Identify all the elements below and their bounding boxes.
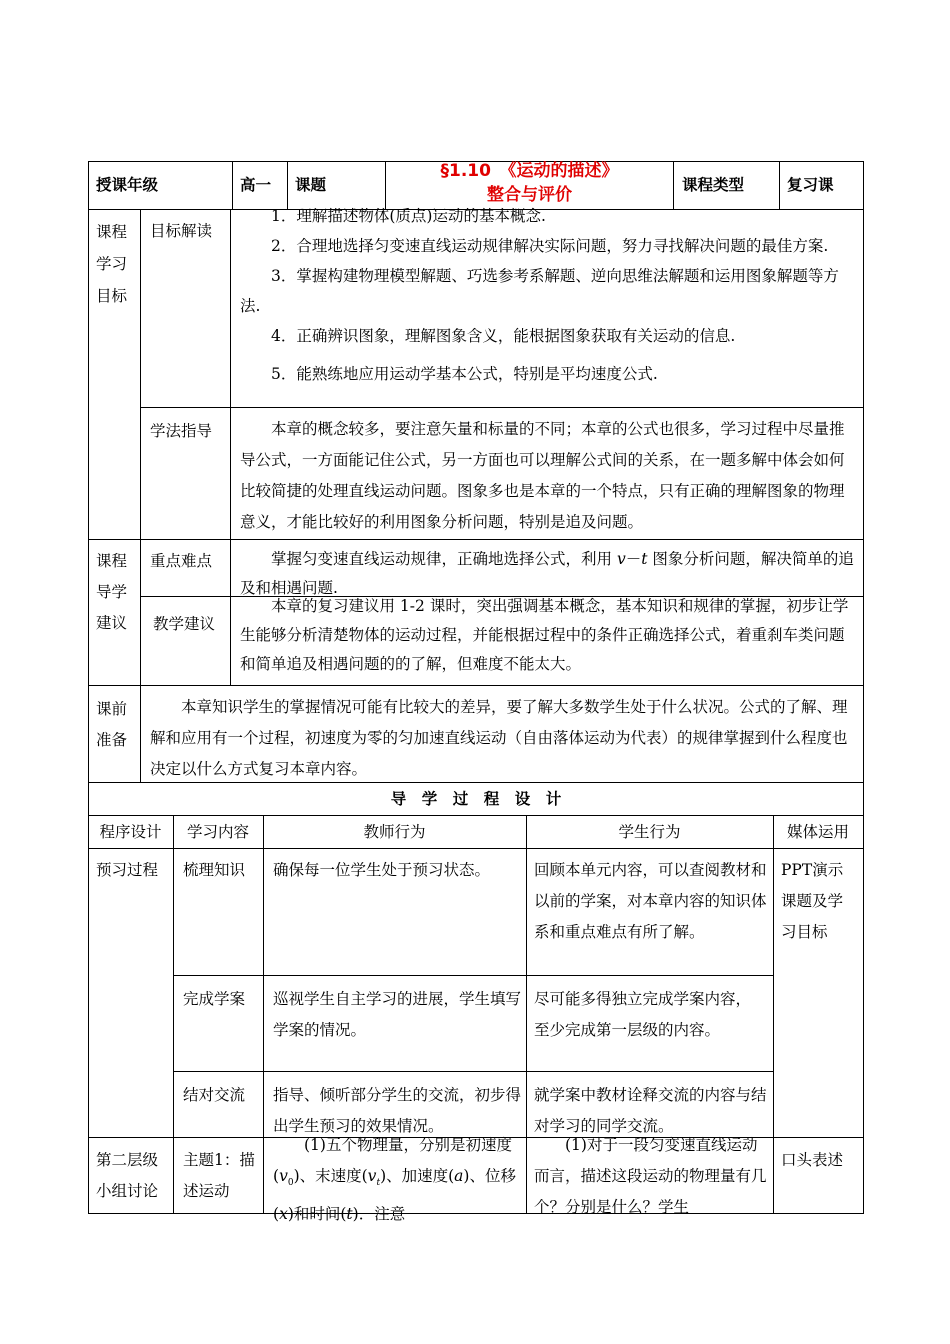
student-cell: 尽可能多得独立完成学案内容，至少完成第一层级的内容。 xyxy=(534,990,752,1039)
table-border-right xyxy=(863,161,864,1214)
stage-label: 第二层级小组讨论 xyxy=(96,1151,159,1200)
objective-item: 3．掌握构建物理模型解题、巧选参考系解题、逆向思维法解题和运用图象解题等方法. xyxy=(240,267,839,315)
objective-item: 1．理解描述物体(质点)运动的基本概念. xyxy=(271,207,546,225)
objective-item: 5．能熟练地应用运动学基本公式，特别是平均速度公式. xyxy=(271,365,658,383)
guidance-section-label: 课程导学建议 xyxy=(96,552,128,632)
content-cell: 主题1：描述运动 xyxy=(183,1151,255,1200)
table-line xyxy=(773,815,774,1214)
teacher-cell: 确保每一位学生处于预习状态。 xyxy=(273,861,491,879)
content-cell: 梳理知识 xyxy=(183,861,246,879)
table-line xyxy=(232,161,233,209)
student-cell: 就学案中教材诠释交流的内容与结对学习的同学交流。 xyxy=(534,1086,767,1135)
topic-title-line1: §1.10 《运动的描述》 xyxy=(440,161,619,181)
teacher-cell: 指导、倾听部分学生的交流，初步得出学生预习的效果情况。 xyxy=(273,1086,522,1135)
content-cell: 完成学案 xyxy=(183,990,246,1008)
teach-label: 教学建议 xyxy=(153,615,216,633)
table-line xyxy=(88,685,864,686)
key-label: 重点难点 xyxy=(150,552,213,570)
table-line xyxy=(140,209,141,685)
method-text: 本章的概念较多，要注意矢量和标量的不同；本章的公式也很多，学习过程中尽量推导公式，一方面能记住公式，另一方面也可以理解公式间的关系，在一题多解中体会如何比较简捷的处理直线运动问题。图象多也是本章的一个特点，只有正确的理解图象的物理意义，才能比较好的利用图象分析问题，特别是追及问题。 xyxy=(240,420,845,531)
course-type-label: 课程类型 xyxy=(682,176,745,194)
column-header: 媒体运用 xyxy=(786,823,849,841)
table-border-left xyxy=(88,161,89,1214)
topic-title xyxy=(386,159,673,207)
preparation-text: 本章知识学生的掌握情况可能有比较大的差异，要了解大多数学生处于什么状况。公式的了解、理解和应用有一个过程，初速度为零的匀加速直线运动（自由落体运动为代表）的规律掌握到什么程度也决定以什么方式复习本章内容。 xyxy=(150,698,848,778)
topic-label: 课题 xyxy=(295,176,327,194)
method-label: 学法指导 xyxy=(150,422,213,440)
content-cell: 结对交流 xyxy=(183,1086,246,1104)
stage-label: 预习过程 xyxy=(96,861,159,879)
topic-title-line2: 整合与评价 xyxy=(487,185,572,205)
table-line xyxy=(88,815,864,816)
column-header: 程序设计 xyxy=(99,823,162,841)
media-text: PPT演示课题及学习目标 xyxy=(781,861,844,941)
grade-label: 授课年级 xyxy=(96,176,159,194)
objective-item: 2．合理地选择匀变速直线运动规律解决实际问题，努力寻找解决问题的最佳方案. xyxy=(271,237,829,255)
course-type-value: 复习课 xyxy=(787,176,834,194)
column-header: 教师行为 xyxy=(363,823,426,841)
table-line xyxy=(88,848,864,849)
objectives-list xyxy=(240,201,857,389)
table-line xyxy=(140,685,141,782)
objectives-sub-label: 目标解读 xyxy=(150,222,213,240)
table-line xyxy=(140,407,864,408)
student-cell: 回顾本单元内容，可以查阅教材和以前的学案，对本章内容的知识体系和重点难点有所了解。 xyxy=(534,861,767,941)
teacher-cell: (1)五个物理量，分别是初速度$(v_0)$、末速度$(v_t)$、加速度(a)、位移(x)和时间(t)．注意 xyxy=(273,1136,516,1224)
table-line xyxy=(526,815,527,1214)
media-text: 口头表述 xyxy=(781,1151,844,1169)
student-cell: (1)对于一段匀变速直线运动而言，描述这段运动的物理量有几个？分别是什么？学生 xyxy=(534,1136,767,1216)
teacher-cell: 巡视学生自主学习的进展，学生填写学案的情况。 xyxy=(273,990,522,1039)
table-line xyxy=(263,815,264,1214)
objectives-section-label: 课程学习目标 xyxy=(96,223,128,305)
key-text: 掌握匀变速直线运动规律，正确地选择公式，利用 v－t 图象分析问题，解决简单的追及和相遇问题. xyxy=(240,550,854,597)
process-title: 导 学 过 程 设 计 xyxy=(390,790,562,808)
teach-text: 本章的复习建议用 1-2 课时，突出强调基本概念，基本知识和规律的掌握，初步让学生能够分析清楚物体的运动过程，并能根据过程中的条件正确选择公式，着重刹车类问题和简单追及相遇问题的的了解，但难度不能太大。 xyxy=(240,597,849,673)
objective-item: 4．正确辨识图象，理解图象含义，能根据图象获取有关运动的信息. xyxy=(271,327,736,345)
preparation-label: 课前准备 xyxy=(96,700,128,749)
column-header: 学习内容 xyxy=(186,823,249,841)
column-header: 学生行为 xyxy=(618,823,681,841)
table-line xyxy=(230,209,231,685)
table-line xyxy=(173,815,174,1214)
grade-value: 高一 xyxy=(240,176,272,194)
table-line xyxy=(88,539,864,540)
